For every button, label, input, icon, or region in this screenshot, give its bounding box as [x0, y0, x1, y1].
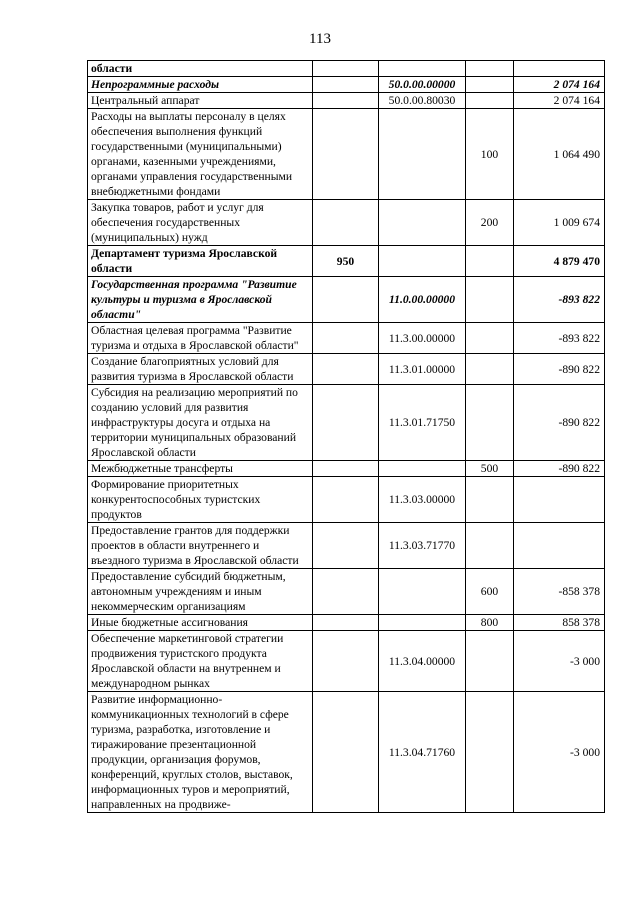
row-dept — [313, 692, 379, 813]
row-code: 11.3.00.00000 — [379, 323, 466, 354]
row-name: Областная целевая программа "Развитие туризма и отдыха в Ярославской области" — [88, 323, 313, 354]
row-kind — [466, 385, 514, 461]
row-name: Государственная программа "Развитие культуры и туризма в Ярославской области" — [88, 277, 313, 323]
table-row — [88, 569, 605, 615]
row-code — [379, 569, 466, 615]
table-row — [88, 93, 605, 109]
row-name: области — [88, 61, 313, 77]
row-code: 11.3.03.71770 — [379, 523, 466, 569]
row-amount: -3 000 — [514, 631, 605, 692]
row-name: Расходы на выплаты персоналу в целях обеспечения выполнения функций государственными (муниципальными) органами, казенными учреждениями, органами управления государственными внебюджетными фондами — [88, 109, 313, 200]
row-code — [379, 200, 466, 246]
row-kind — [466, 246, 514, 277]
row-dept — [313, 200, 379, 246]
row-amount: 2 074 164 — [514, 93, 605, 109]
row-kind — [466, 523, 514, 569]
row-name: Субсидия на реализацию мероприятий по созданию условий для развития инфраструктуры досуга и отдыха на территории муниципальных образований Ярославской области — [88, 385, 313, 461]
row-kind: 500 — [466, 461, 514, 477]
row-code — [379, 246, 466, 277]
row-code — [379, 461, 466, 477]
row-name: Закупка товаров, работ и услуг для обеспечения государственных (муниципальных) нужд — [88, 200, 313, 246]
row-code — [379, 109, 466, 200]
row-code: 50.0.00.00000 — [379, 77, 466, 93]
table-row — [88, 61, 605, 77]
row-amount — [514, 477, 605, 523]
row-amount — [514, 61, 605, 77]
table-row — [88, 77, 605, 93]
row-name: Межбюджетные трансферты — [88, 461, 313, 477]
row-amount: -3 000 — [514, 692, 605, 813]
row-code: 11.3.01.00000 — [379, 354, 466, 385]
table-row — [88, 277, 605, 323]
row-kind — [466, 323, 514, 354]
table-row — [88, 246, 605, 277]
row-dept — [313, 615, 379, 631]
table-row — [88, 109, 605, 200]
row-code: 50.0.00.80030 — [379, 93, 466, 109]
row-dept — [313, 631, 379, 692]
row-name: Развитие информационно-коммуникационных технологий в сфере туризма, разработка, изготовление и тиражирование презентационной продукции, организация форумов, конференций, круглых столов, выставок, информационных туров и мероприятий, направленных на продвиже- — [88, 692, 313, 813]
row-kind: 600 — [466, 569, 514, 615]
table-row — [88, 354, 605, 385]
table-row — [88, 631, 605, 692]
table-row — [88, 692, 605, 813]
row-amount: 1 064 490 — [514, 109, 605, 200]
row-dept — [313, 323, 379, 354]
row-kind — [466, 692, 514, 813]
table-row — [88, 385, 605, 461]
row-amount: -890 822 — [514, 354, 605, 385]
row-kind — [466, 631, 514, 692]
row-kind: 100 — [466, 109, 514, 200]
row-name: Предоставление субсидий бюджетным, автономным учреждениям и иным некоммерческим организациям — [88, 569, 313, 615]
row-amount: -890 822 — [514, 385, 605, 461]
row-amount: 1 009 674 — [514, 200, 605, 246]
table-row — [88, 615, 605, 631]
row-kind — [466, 277, 514, 323]
row-name: Департамент туризма Ярославской области — [88, 246, 313, 277]
row-dept — [313, 385, 379, 461]
row-amount: 2 074 164 — [514, 77, 605, 93]
row-dept — [313, 93, 379, 109]
budget-table — [87, 60, 605, 813]
row-code: 11.3.03.00000 — [379, 477, 466, 523]
row-dept — [313, 277, 379, 323]
row-kind — [466, 61, 514, 77]
row-code: 11.0.00.00000 — [379, 277, 466, 323]
row-dept: 950 — [313, 246, 379, 277]
row-name: Обеспечение маркетинговой стратегии продвижения туристского продукта Ярославской области на внутреннем и международном рынках — [88, 631, 313, 692]
row-code: 11.3.04.00000 — [379, 631, 466, 692]
row-dept — [313, 61, 379, 77]
table-row — [88, 477, 605, 523]
table-row — [88, 523, 605, 569]
row-code: 11.3.04.71760 — [379, 692, 466, 813]
row-dept — [313, 77, 379, 93]
row-dept — [313, 354, 379, 385]
row-amount: -858 378 — [514, 569, 605, 615]
row-name: Иные бюджетные ассигнования — [88, 615, 313, 631]
row-kind — [466, 354, 514, 385]
row-kind: 200 — [466, 200, 514, 246]
row-kind — [466, 477, 514, 523]
table-row — [88, 200, 605, 246]
row-dept — [313, 523, 379, 569]
table-row — [88, 323, 605, 354]
row-amount: -893 822 — [514, 323, 605, 354]
row-dept — [313, 109, 379, 200]
row-name: Непрограммные расходы — [88, 77, 313, 93]
row-kind — [466, 93, 514, 109]
row-dept — [313, 477, 379, 523]
row-kind: 800 — [466, 615, 514, 631]
row-code — [379, 615, 466, 631]
row-kind — [466, 77, 514, 93]
row-name: Формирование приоритетных конкурентоспособных туристских продуктов — [88, 477, 313, 523]
row-dept — [313, 569, 379, 615]
row-dept — [313, 461, 379, 477]
row-code — [379, 61, 466, 77]
row-name: Предоставление грантов для поддержки проектов в области внутреннего и въездного туризма в Ярославской области — [88, 523, 313, 569]
row-amount — [514, 523, 605, 569]
row-amount: -893 822 — [514, 277, 605, 323]
row-name: Создание благоприятных условий для развития туризма в Ярославской области — [88, 354, 313, 385]
row-name: Центральный аппарат — [88, 93, 313, 109]
row-amount: 4 879 470 — [514, 246, 605, 277]
table-row — [88, 461, 605, 477]
row-code: 11.3.01.71750 — [379, 385, 466, 461]
row-amount: 858 378 — [514, 615, 605, 631]
page-number: 113 — [309, 31, 331, 47]
row-amount: -890 822 — [514, 461, 605, 477]
